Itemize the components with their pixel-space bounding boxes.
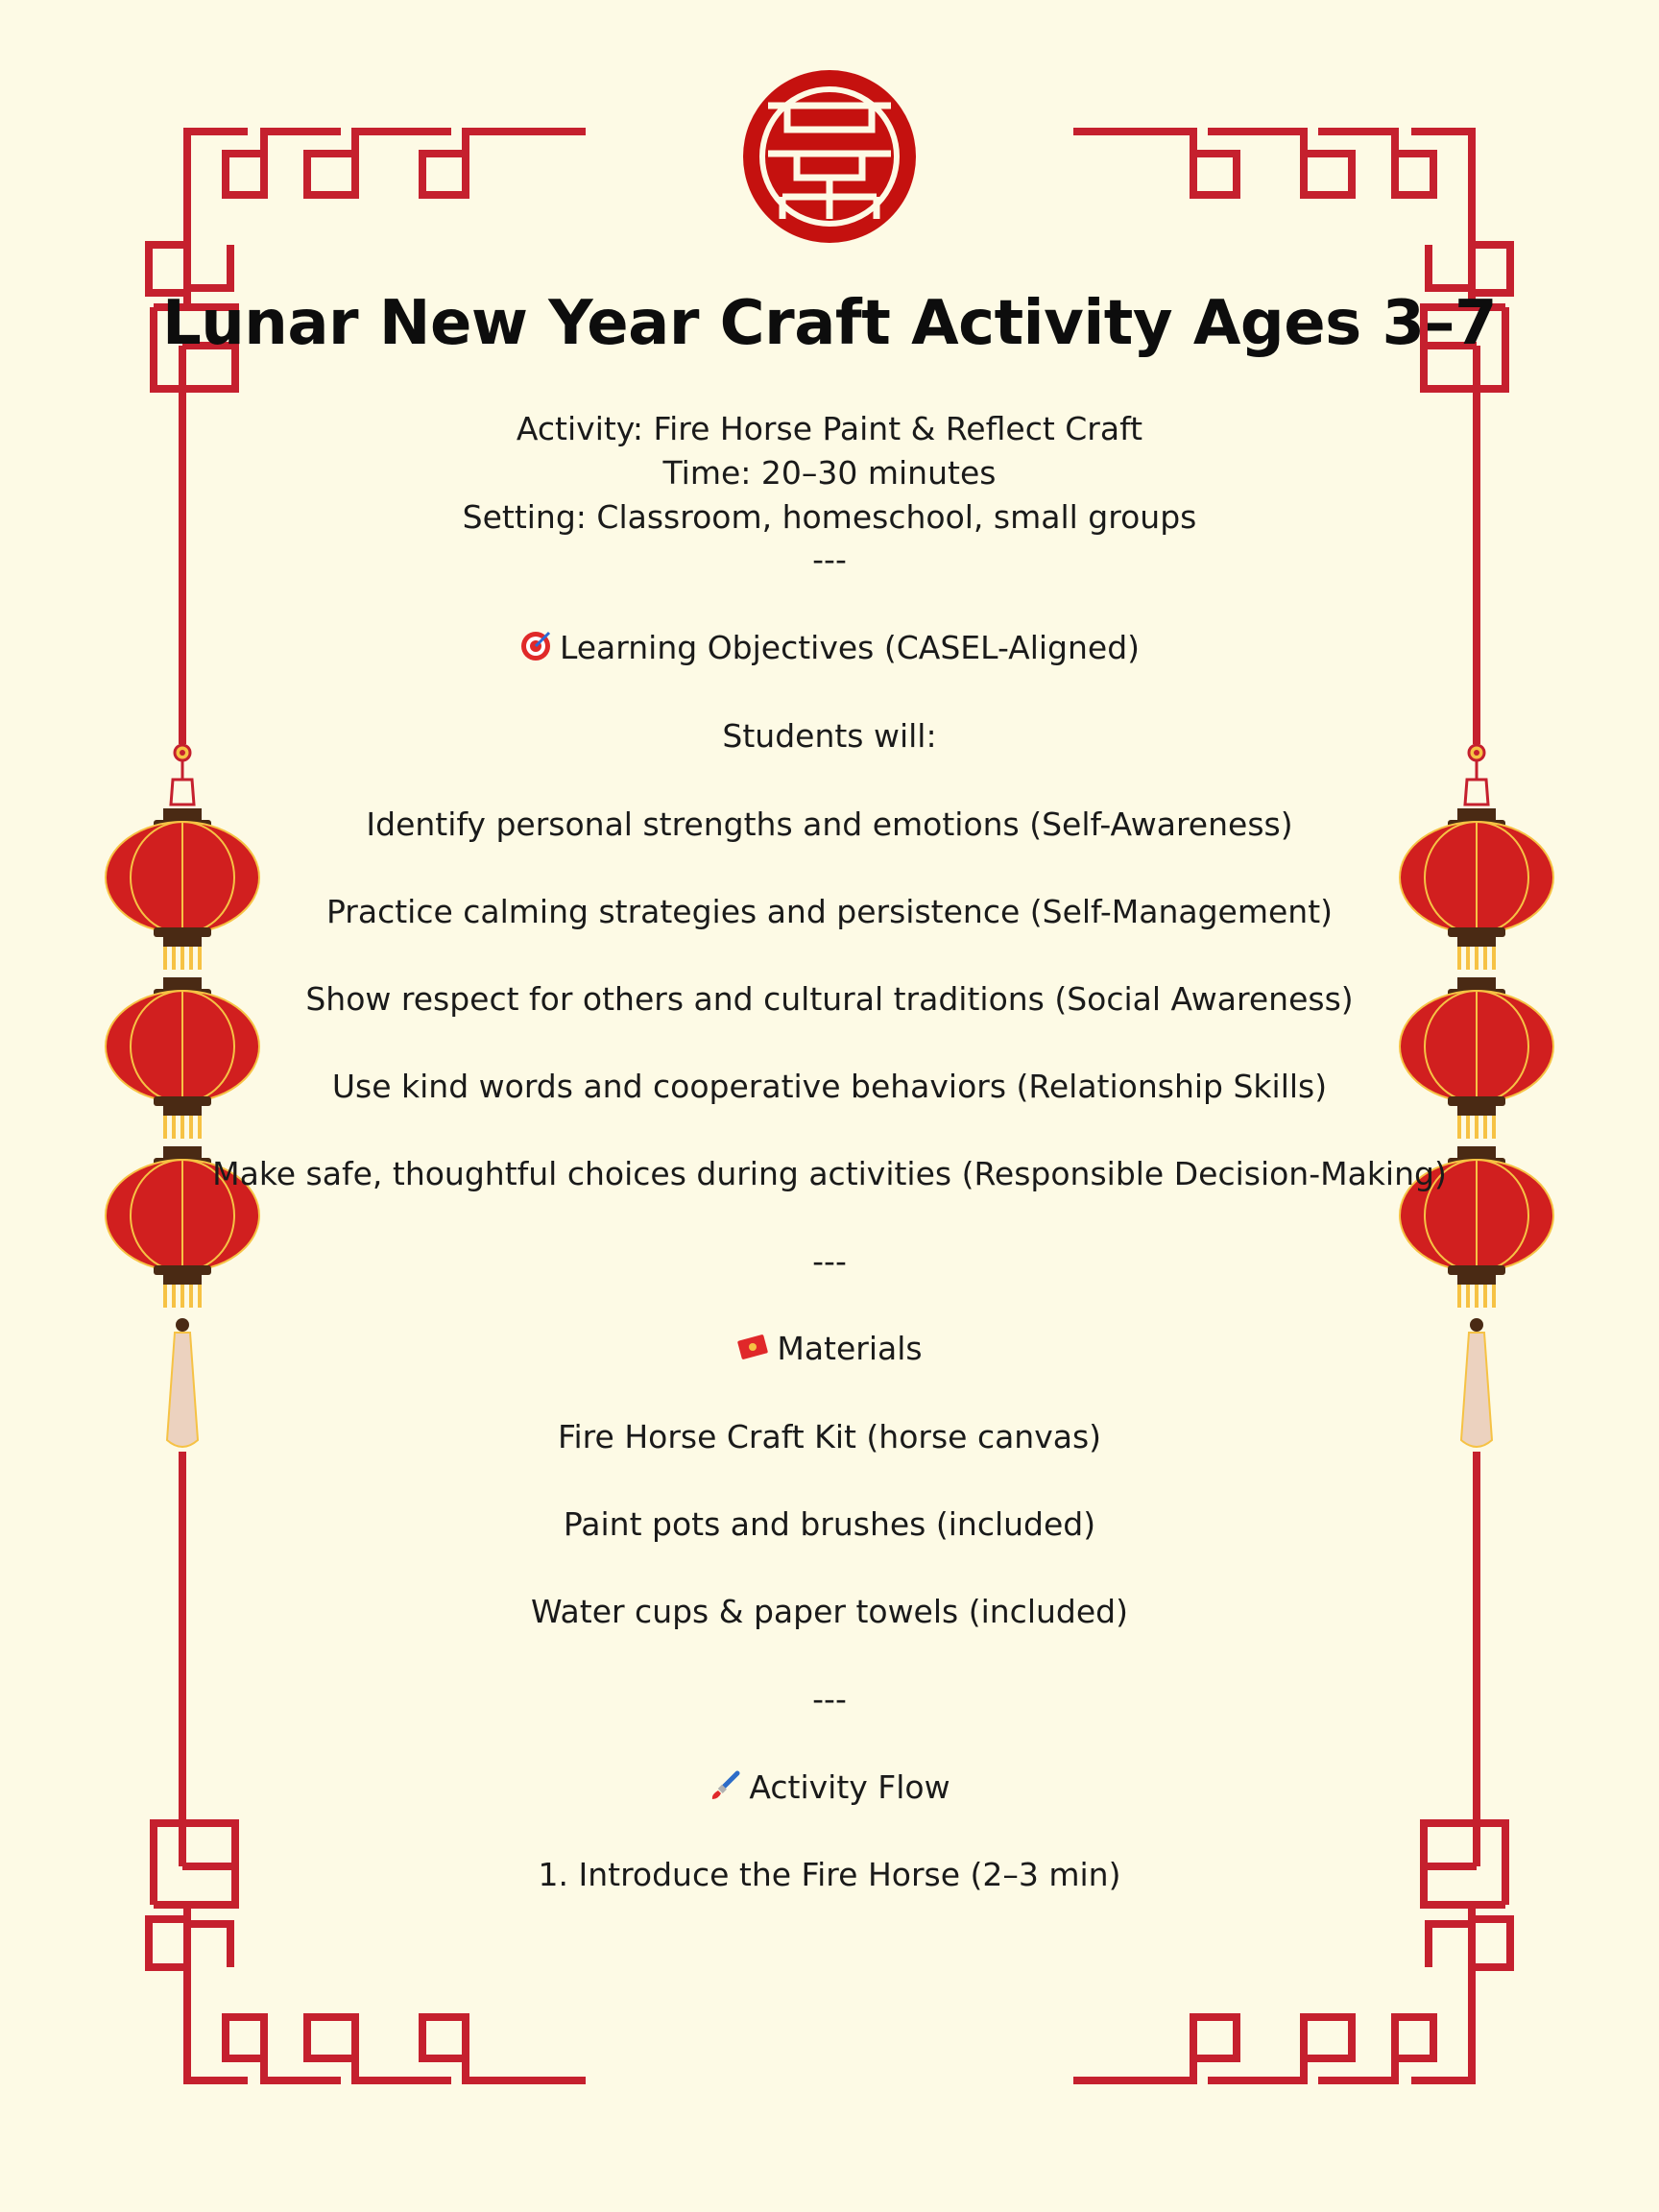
paintbrush-icon (709, 1769, 741, 1813)
section-divider: --- (812, 541, 847, 578)
materials-heading-label: Materials (777, 1330, 923, 1367)
flow-step: 1. Introduce the Fire Horse (2–3 min) (538, 1856, 1121, 1893)
double-happiness-seal-icon (743, 70, 916, 243)
activity-setting: Setting: Classroom, homeschool, small groups (462, 498, 1197, 536)
target-icon (519, 630, 552, 673)
material-item: Paint pots and brushes (included) (563, 1505, 1096, 1543)
activity-name: Activity: Fire Horse Paint & Reflect Craft (516, 410, 1143, 447)
objectives-heading (0, 627, 1659, 673)
objective-item: Use kind words and cooperative behaviors (Relationship Skills) (331, 1068, 1328, 1105)
objectives-heading-label: Learning Objectives (CASEL-Aligned) (559, 629, 1141, 666)
material-item: Fire Horse Craft Kit (horse canvas) (557, 1418, 1102, 1455)
objective-item: Identify personal strengths and emotions (Self-Awareness) (366, 805, 1293, 843)
page-title: Lunar New Year Craft Activity Ages 3–7 (161, 288, 1498, 359)
activity-time: Time: 20–30 minutes (662, 454, 997, 492)
objective-item: Show respect for others and cultural traditions (Social Awareness) (305, 980, 1354, 1018)
materials-heading (0, 1328, 1659, 1374)
material-item: Water cups & paper towels (included) (531, 1593, 1128, 1630)
objectives-intro: Students will: (722, 717, 937, 755)
flow-heading-label: Activity Flow (749, 1768, 950, 1806)
red-envelope-icon (736, 1331, 769, 1374)
objective-item: Practice calming strategies and persistence (Self-Management) (325, 893, 1334, 930)
section-divider: --- (812, 1680, 847, 1718)
section-divider: --- (812, 1242, 847, 1280)
objective-item: Make safe, thoughtful choices during activities (Responsible Decision-Making) (212, 1155, 1447, 1192)
flow-heading (0, 1767, 1659, 1813)
